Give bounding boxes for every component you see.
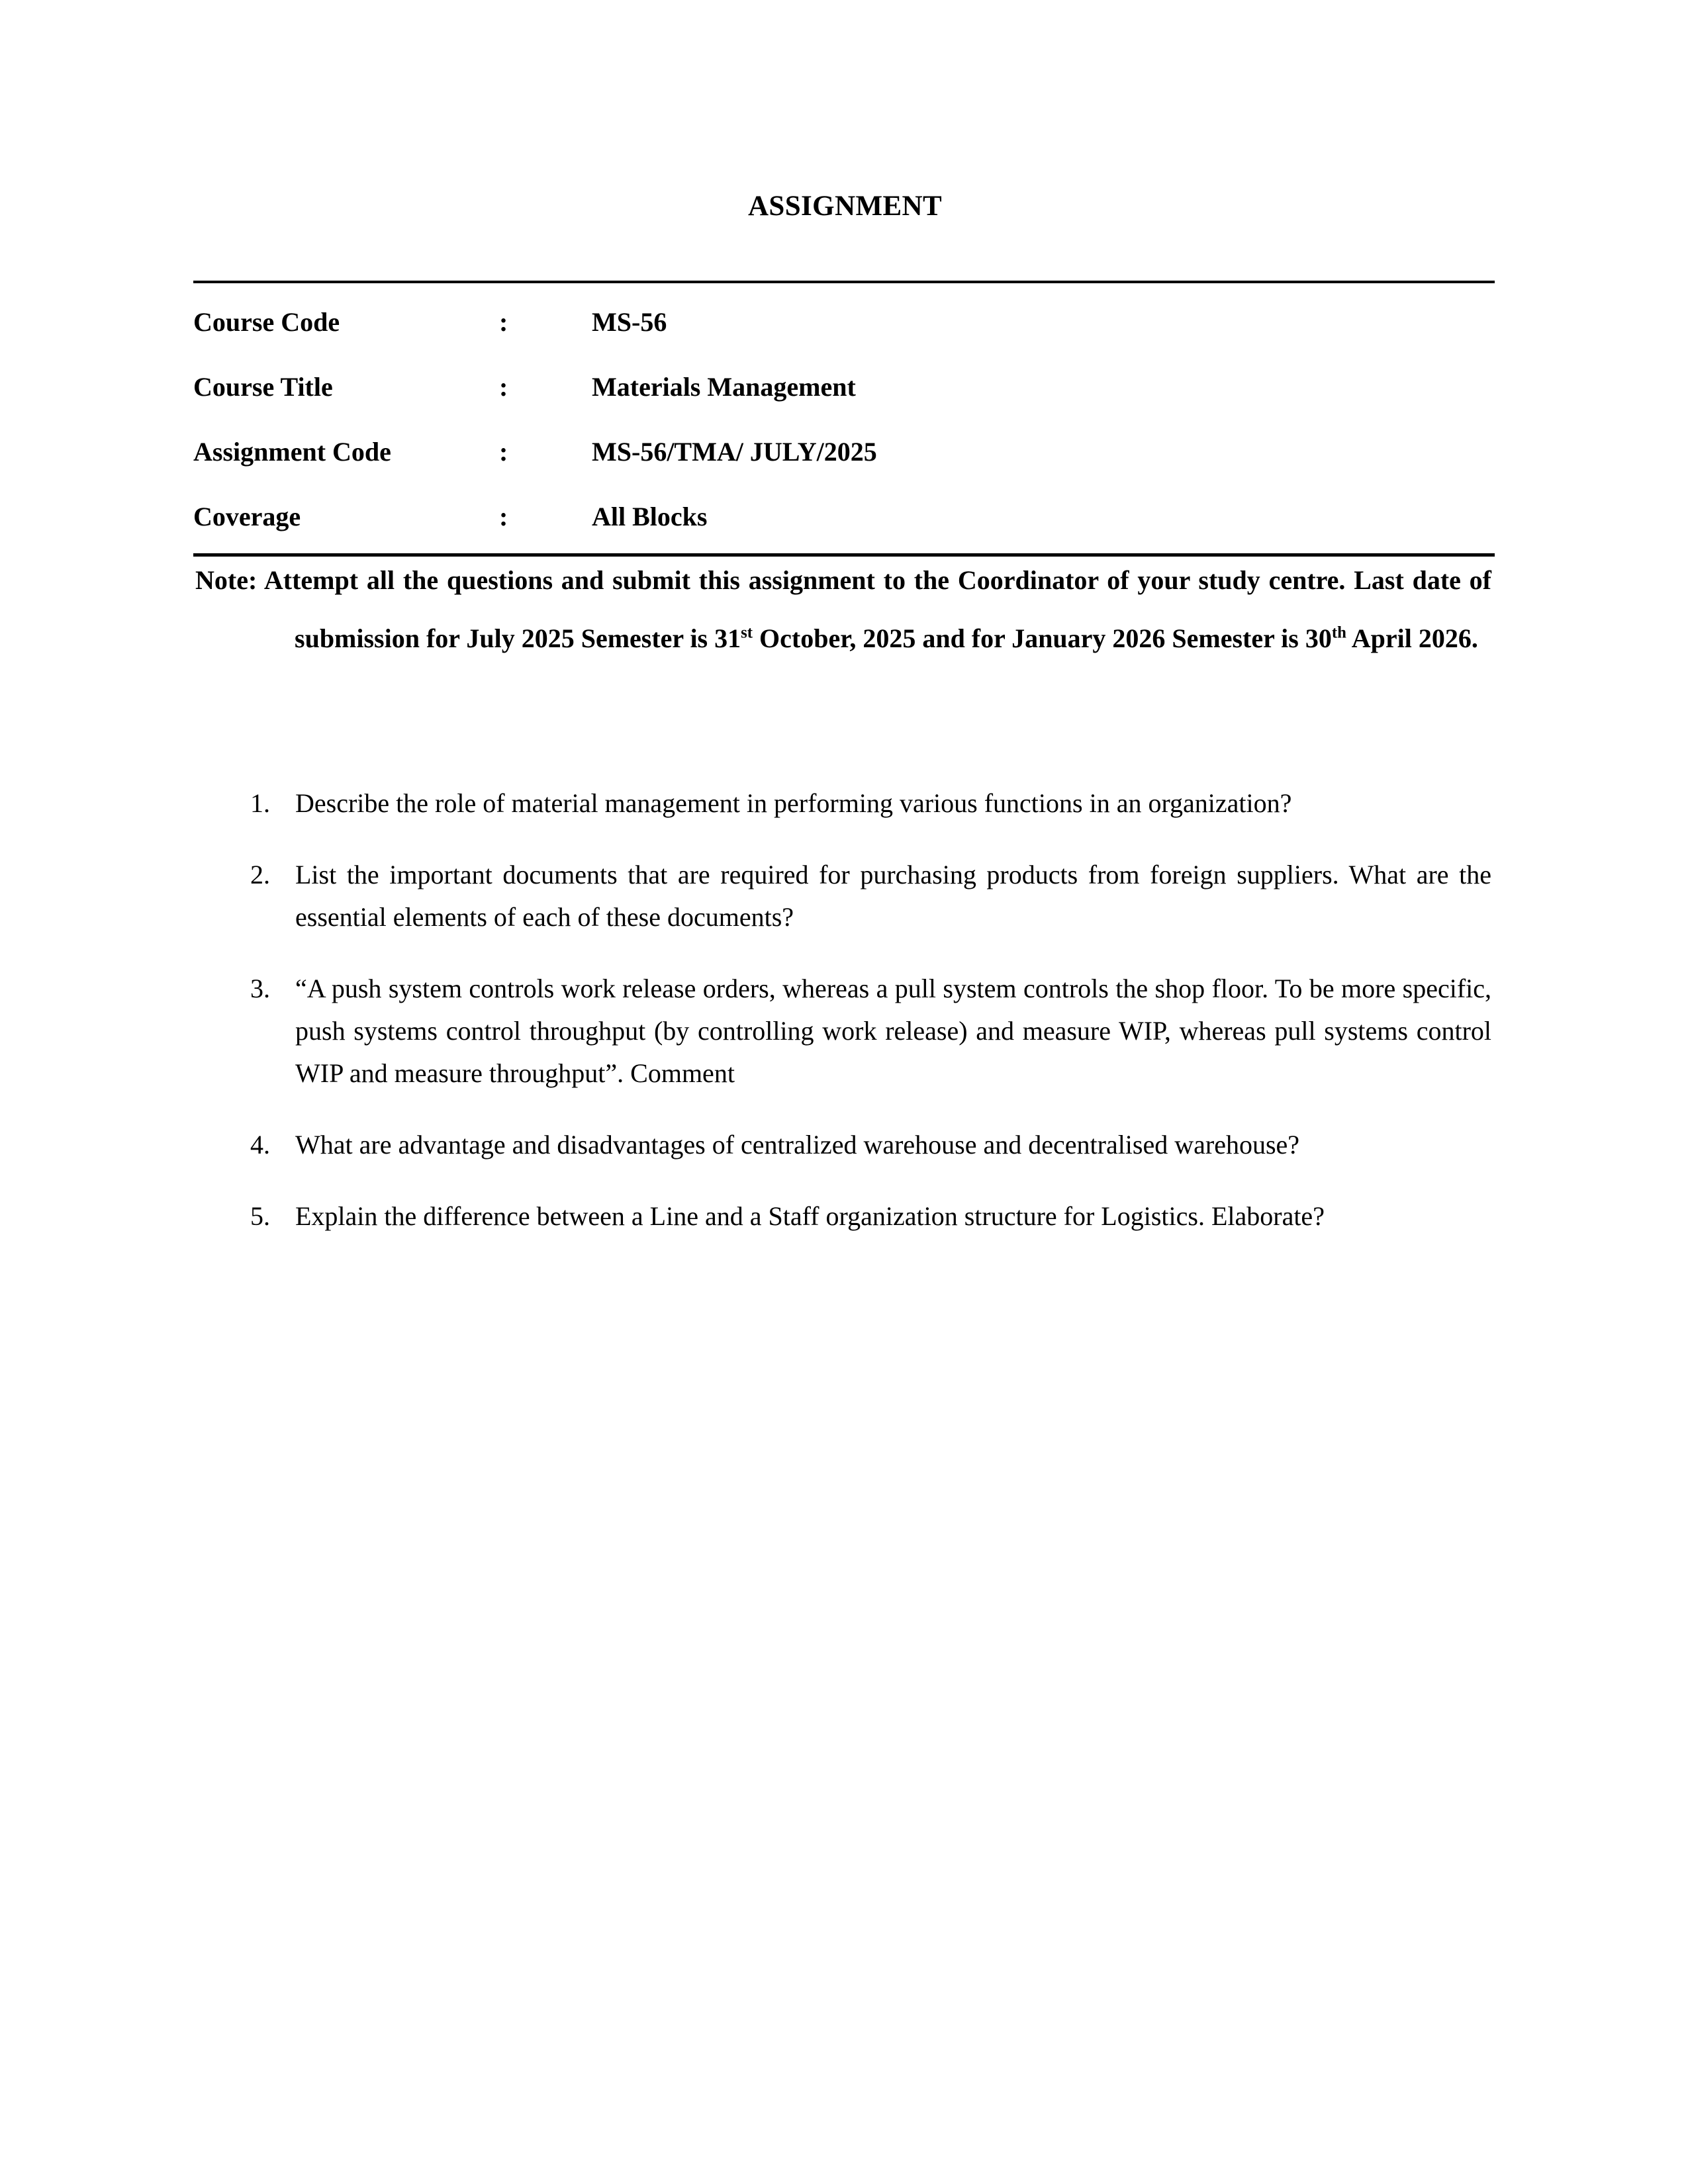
list-item	[250, 1195, 1491, 1238]
note-text-part-2: October, 2025 and for January 2026 Semester is 30	[753, 623, 1332, 653]
meta-colon-coverage: :	[499, 502, 508, 531]
meta-value-assignment-code: MS-56/TMA/ JULY/2025	[592, 437, 877, 467]
meta-label-assignment-code: Assignment Code	[193, 437, 391, 467]
question-number: 1.	[250, 788, 270, 818]
question-text: What are advantage and disadvantages of centralized warehouse and decentralised warehouse?	[295, 1130, 1300, 1160]
question-number: 4.	[250, 1130, 270, 1160]
course-meta-block	[193, 281, 1495, 557]
meta-value-coverage: All Blocks	[592, 502, 708, 531]
note-label: Note:	[195, 565, 258, 595]
question-text: List the important documents that are required for purchasing products from foreign suppliers. What are the essential elements of each of these documents?	[295, 860, 1491, 932]
meta-row-assignment-code	[193, 420, 1495, 484]
question-number: 3.	[250, 974, 270, 1003]
meta-label-coverage: Coverage	[193, 502, 301, 531]
list-item	[250, 854, 1491, 938]
meta-value-course-title: Materials Management	[592, 372, 856, 402]
note-text-part-1: Attempt all the questions and submit this assignment to the Coordinator of your study centre. Last date of submission for July 2025 Semester is 31	[263, 565, 1491, 653]
meta-label-course-code: Course Code	[193, 307, 340, 337]
meta-row-coverage	[193, 484, 1495, 549]
meta-value-course-code: MS-56	[592, 307, 667, 337]
question-text: Describe the role of material management in performing various functions in an organization?	[295, 788, 1292, 818]
meta-label-course-title: Course Title	[193, 372, 333, 402]
page-title: ASSIGNMENT	[747, 191, 943, 222]
list-item	[250, 782, 1491, 825]
meta-colon-course-title: :	[499, 372, 508, 402]
meta-rows	[193, 283, 1495, 553]
question-text: Explain the difference between a Line and a Staff organization structure for Logistics. Elaborate?	[295, 1201, 1325, 1231]
question-number: 2.	[250, 860, 270, 889]
meta-row-course-title	[193, 355, 1495, 420]
list-item	[250, 1124, 1491, 1166]
note-text-part-3: April 2026.	[1346, 623, 1478, 653]
note-ordinal-th: th	[1331, 623, 1346, 642]
submission-note	[195, 551, 1491, 668]
note-ordinal-st: st	[741, 623, 753, 642]
question-list	[250, 782, 1491, 1267]
list-item	[250, 968, 1491, 1095]
meta-colon-assignment-code: :	[499, 437, 508, 467]
meta-colon-course-code: :	[499, 307, 508, 337]
question-number: 5.	[250, 1201, 270, 1231]
meta-row-course-code	[193, 290, 1495, 355]
question-text: “A push system controls work release orders, whereas a pull system controls the shop floor. To be more specific, push systems control throughput (by controlling work release) and measure WIP, whereas pull systems control WIP and measure throughput”. Comment	[295, 974, 1491, 1088]
